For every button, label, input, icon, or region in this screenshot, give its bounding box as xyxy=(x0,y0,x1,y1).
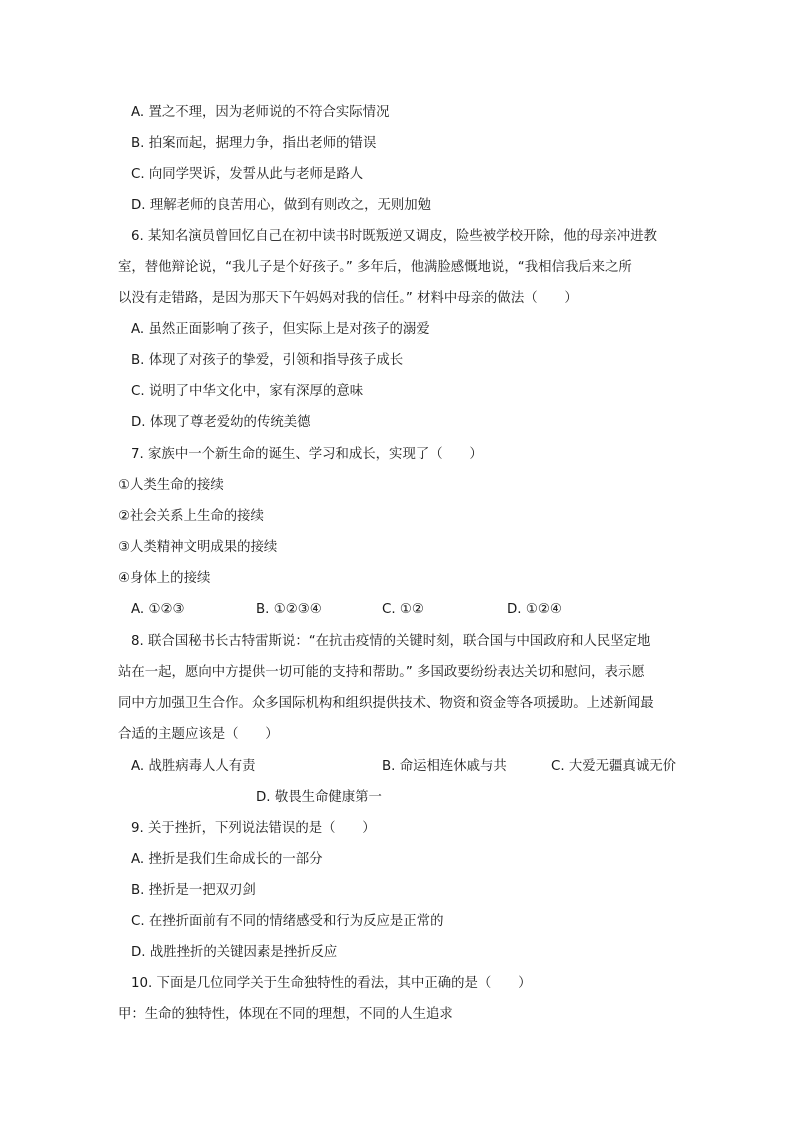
q8-options-row-1 xyxy=(131,757,691,777)
q7-item-1: ①人类生命的接续 xyxy=(118,478,224,493)
q10-item-jia: 甲：生命的独特性，体现在不同的理想，不同的人生追求 xyxy=(118,1007,453,1022)
q5-option-b: B. 拍案而起，据理力争，指出老师的错误 xyxy=(131,136,377,151)
q9-option-b: B. 挫折是一把双刃剑 xyxy=(131,883,256,898)
q9-option-c: C. 在挫折面前有不同的情绪感受和行为反应是正常的 xyxy=(131,914,444,929)
q6-option-a: A. 虽然正面影响了孩子，但实际上是对孩子的溺爱 xyxy=(131,322,430,337)
q6-stem-line-3: 以没有走错路，是因为那天下午妈妈对我的信任。” 材料中母亲的做法（ ） xyxy=(118,291,578,306)
q9-stem: 9. 关于挫折，下列说法错误的是（ ） xyxy=(131,821,376,836)
q7-item-2: ②社会关系上生命的接续 xyxy=(118,509,264,524)
q8-option-b: B. 命运相连休戚与共 xyxy=(382,759,507,774)
q7-item-4: ④身体上的接续 xyxy=(118,571,211,586)
q7-option-c: C. ①② xyxy=(382,602,424,617)
q8-option-c: C. 大爱无疆真诚无价 xyxy=(551,759,676,774)
q7-item-3: ③人类精神文明成果的接续 xyxy=(118,540,278,555)
q7-option-b: B. ①②③④ xyxy=(256,602,322,617)
q8-option-a: A. 战胜病毒人人有责 xyxy=(131,759,256,774)
q5-option-a: A. 置之不理，因为老师说的不符合实际情况 xyxy=(131,105,390,120)
q7-stem: 7. 家族中一个新生命的诞生、学习和成长，实现了（ ） xyxy=(131,447,483,462)
q8-options-row-2 xyxy=(131,788,691,808)
q6-option-d: D. 体现了尊老爱幼的传统美德 xyxy=(131,415,311,430)
q7-option-a: A. ①②③ xyxy=(131,602,185,617)
q7-options xyxy=(131,600,691,620)
q8-stem-line-2: 站在一起，愿向中方提供一切可能的支持和帮助。” 多国政要纷纷表达关切和慰问，表示愿 xyxy=(118,665,645,680)
q6-stem-line-2: 室，替他辩论说，“我儿子是个好孩子。” 多年后，他满脸感慨地说，“我相信我后来之所 xyxy=(118,260,632,275)
q9-option-a: A. 挫折是我们生命成长的一部分 xyxy=(131,852,323,867)
q8-option-d: D. 敬畏生命健康第一 xyxy=(256,790,382,805)
q6-option-c: C. 说明了中华文化中，家有深厚的意味 xyxy=(131,384,364,399)
q7-option-d: D. ①②④ xyxy=(507,602,562,617)
q6-stem-line-1: 6. 某知名演员曾回忆自己在初中读书时既叛逆又调皮，险些被学校开除，他的母亲冲进教 xyxy=(131,229,657,244)
q5-option-c: C. 向同学哭诉，发誓从此与老师是路人 xyxy=(131,167,364,182)
q5-option-d: D. 理解老师的良苦用心，做到有则改之，无则加勉 xyxy=(131,198,432,213)
q6-option-b: B. 体现了对孩子的挚爱，引领和指导孩子成长 xyxy=(131,353,404,368)
q10-stem: 10. 下面是几位同学关于生命独特性的看法，其中正确的是（ ） xyxy=(131,976,532,991)
q8-stem-line-3: 同中方加强卫生合作。众多国际机构和组织提供技术、物资和资金等各项援助。上述新闻最 xyxy=(118,696,654,711)
q8-stem-line-1: 8. 联合国秘书长古特雷斯说：“在抗击疫情的关键时刻，联合国与中国政府和人民坚定地 xyxy=(131,634,651,649)
q9-option-d: D. 战胜挫折的关键因素是挫折反应 xyxy=(131,945,338,960)
q8-stem-line-4: 合适的主题应该是（ ） xyxy=(118,727,279,742)
